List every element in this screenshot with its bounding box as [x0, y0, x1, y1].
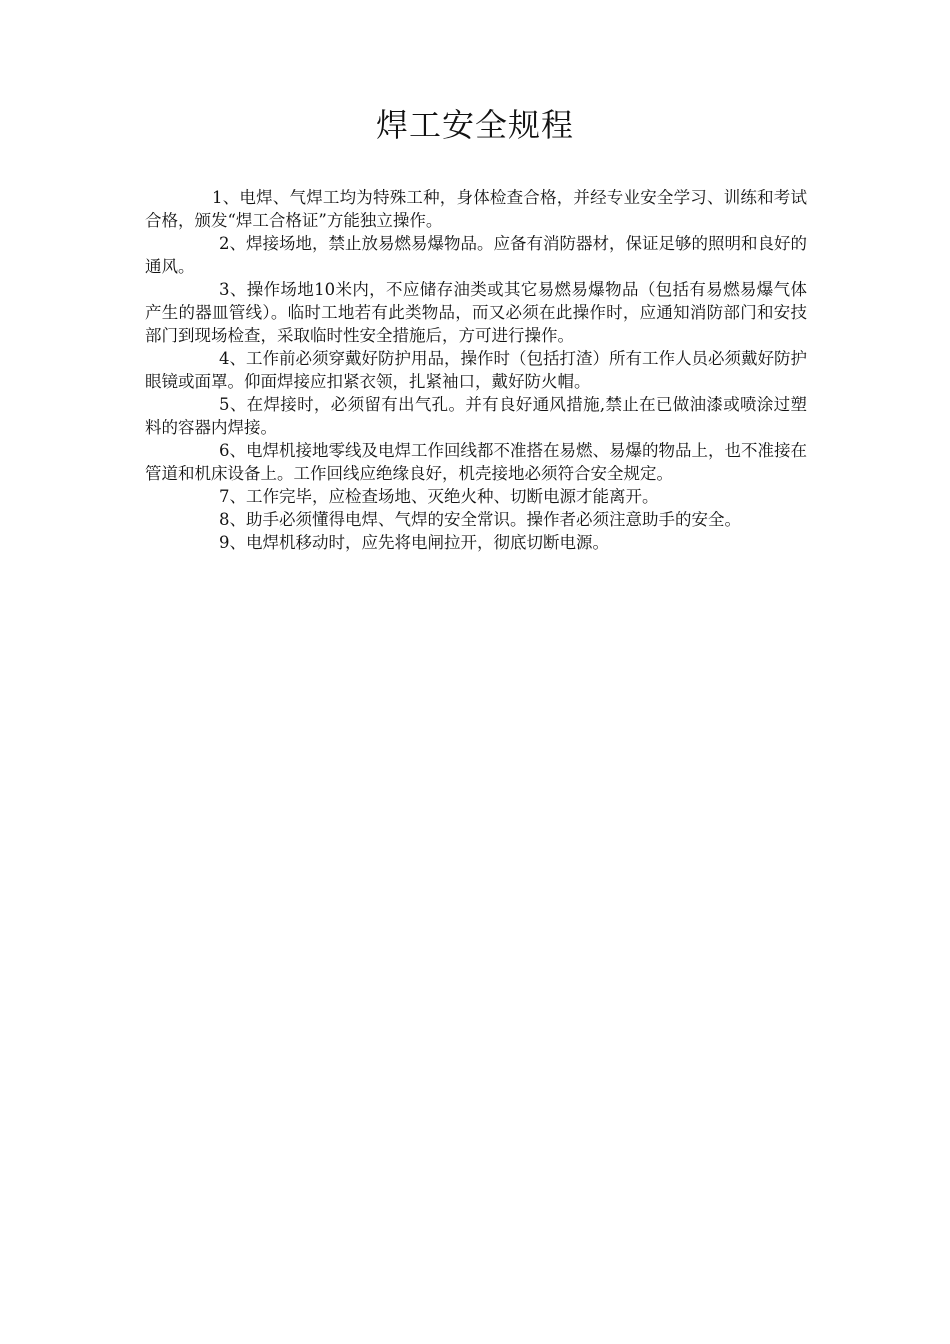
rule-paragraph-3: 3、操作场地10米内，不应储存油类或其它易燃易爆物品（包括有易燃易爆气体产生的器皿管线）。临时工地若有此类物品，而又必须在此操作时，应通知消防部门和安技部门到现场检查，采取临时性安全措施后，方可进行操作。: [145, 280, 807, 345]
document-body: [145, 186, 807, 554]
rule-paragraph-9: 9、电焊机移动时，应先将电闸拉开，彻底切断电源。: [219, 533, 609, 552]
rule-paragraph-1: 1、电焊、气焊工均为特殊工种，身体检查合格，并经专业安全学习、训练和考试合格，颁发“焊工合格证”方能独立操作。: [145, 188, 807, 230]
document-title: 焊工安全规程: [375, 106, 574, 144]
rule-paragraph-7: 7、工作完毕，应检查场地、灭绝火种、切断电源才能离开。: [219, 487, 659, 506]
rule-paragraph-4: 4、工作前必须穿戴好防护用品，操作时（包括打渣）所有工作人员必须戴好防护眼镜或面罩。仰面焊接应扣紧衣领，扎紧袖口，戴好防火帽。: [145, 349, 807, 391]
rule-paragraph-5: 5、在焊接时，必须留有出气孔。并有良好通风措施,禁止在已做油漆或喷涂过塑料的容器内焊接。: [145, 395, 807, 437]
rule-paragraph-6: 6、电焊机接地零线及电焊工作回线都不准搭在易燃、易爆的物品上，也不准接在管道和机床设备上。工作回线应绝缘良好，机壳接地必须符合安全规定。: [145, 441, 807, 483]
rule-paragraph-8: 8、助手必须懂得电焊、气焊的安全常识。操作者必须注意助手的安全。: [219, 510, 741, 529]
rule-paragraph-2: 2、焊接场地，禁止放易燃易爆物品。应备有消防器材，保证足够的照明和良好的通风。: [145, 234, 807, 276]
